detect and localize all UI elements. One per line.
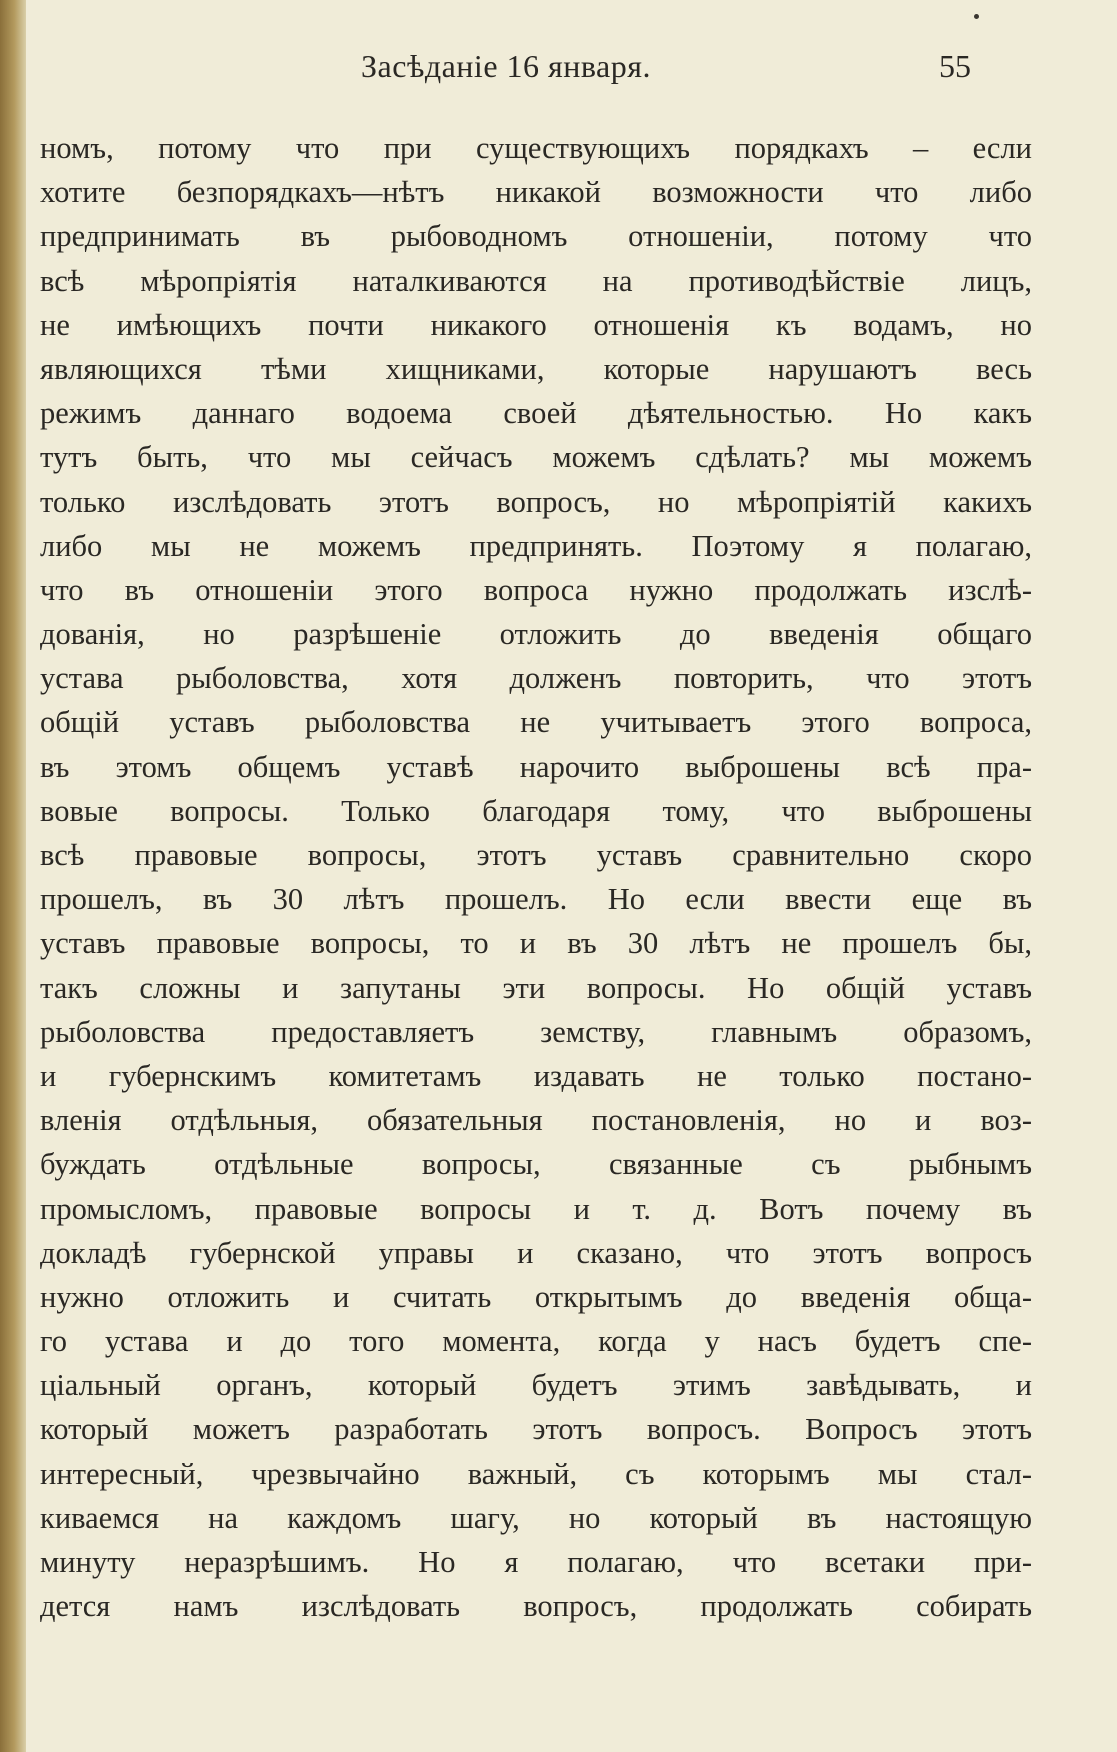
text-line: всѣ правовые вопросы, этотъ уставъ сравнительно скоро [40,838,1032,872]
book-page [26,0,1117,1752]
text-line: либо мы не можемъ предпринять. Поэтому я полагаю, [40,528,1032,563]
text-line: прошелъ, въ 30 лѣтъ прошелъ. Но если ввести еще въ [40,882,1032,917]
text-line: такъ сложны и запутаны эти вопросы. Но общій уставъ [40,970,1032,1005]
text-line: предпринимать въ рыбоводномъ отношеніи, потому что [40,219,1032,254]
text-line: который можетъ разработать этотъ вопросъ. Вопросъ этотъ [40,1412,1032,1447]
ink-dot [974,14,979,19]
running-title: Засѣданіе 16 января. [361,48,651,84]
text-line: и губернскимъ комитетамъ издавать не только постано- [40,1058,1032,1093]
text-line: номъ, потому что при существующихъ порядкахъ – если [40,131,1032,165]
text-line: киваемся на каждомъ шагу, но который въ настоящую [40,1500,1032,1535]
text-line: являющихся тѣми хищниками, которые нарушаютъ весь [40,351,1032,386]
text-line: режимъ даннаго водоема своей дѣятельностью. Но какъ [40,396,1032,431]
text-line: буждать отдѣльные вопросы, связанные съ рыбнымъ [40,1147,1032,1182]
text-line: минуту неразрѣшимъ. Но я полагаю, что всетаки при- [40,1545,1032,1579]
text-line: всѣ мѣропріятія наталкиваются на противодѣйствіе лицъ, [40,263,1032,298]
page-header [26,48,1117,96]
text-line: докладѣ губернской управы и сказано, что этотъ вопросъ [40,1235,1032,1270]
text-line: въ этомъ общемъ уставѣ нарочито выброшены всѣ пра- [40,749,1032,784]
book-spine-edge [0,0,26,1752]
text-line: промысломъ, правовые вопросы и т. д. Вотъ почему въ [40,1191,1032,1226]
text-line: вленія отдѣльныя, обязательныя постановленія, но и воз- [40,1103,1032,1138]
text-line: нужно отложить и считать открытымъ до введенія обща- [40,1279,1032,1314]
text-line: что въ отношеніи этого вопроса нужно продолжать изслѣ- [40,572,1032,607]
text-line: тутъ быть, что мы сейчасъ можемъ сдѣлать? мы можемъ [40,440,1032,475]
text-line: вовые вопросы. Только благодаря тому, что выброшены [40,793,1032,828]
text-line: устава рыболовства, хотя долженъ повторить, что этотъ [40,661,1032,696]
text-line: только изслѣдовать этотъ вопросъ, но мѣропріятій какихъ [40,484,1032,519]
body-text [40,126,1032,1628]
text-line: хотите безпорядкахъ—нѣтъ никакой возможности что либо [40,175,1032,210]
text-line: интересный, чрезвычайно важный, съ которымъ мы стал- [40,1456,1032,1491]
text-line: ціальный органъ, который будетъ этимъ завѣдывать, и [40,1368,1032,1403]
text-line: го устава и до того момента, когда у насъ будетъ спе- [40,1324,1032,1359]
page-number: 55 [939,48,971,84]
text-line: уставъ правовые вопросы, то и въ 30 лѣтъ не прошелъ бы, [40,926,1032,961]
text-line: не имѣющихъ почти никакого отношенія къ водамъ, но [40,307,1032,342]
text-line: общій уставъ рыболовства не учитываетъ этого вопроса, [40,705,1032,740]
text-line: рыболовства предоставляетъ земству, главнымъ образомъ, [40,1014,1032,1049]
text-line: дется намъ изслѣдовать вопросъ, продолжать собирать [40,1589,1032,1624]
text-line: дованія, но разрѣшеніе отложить до введенія общаго [40,617,1032,652]
